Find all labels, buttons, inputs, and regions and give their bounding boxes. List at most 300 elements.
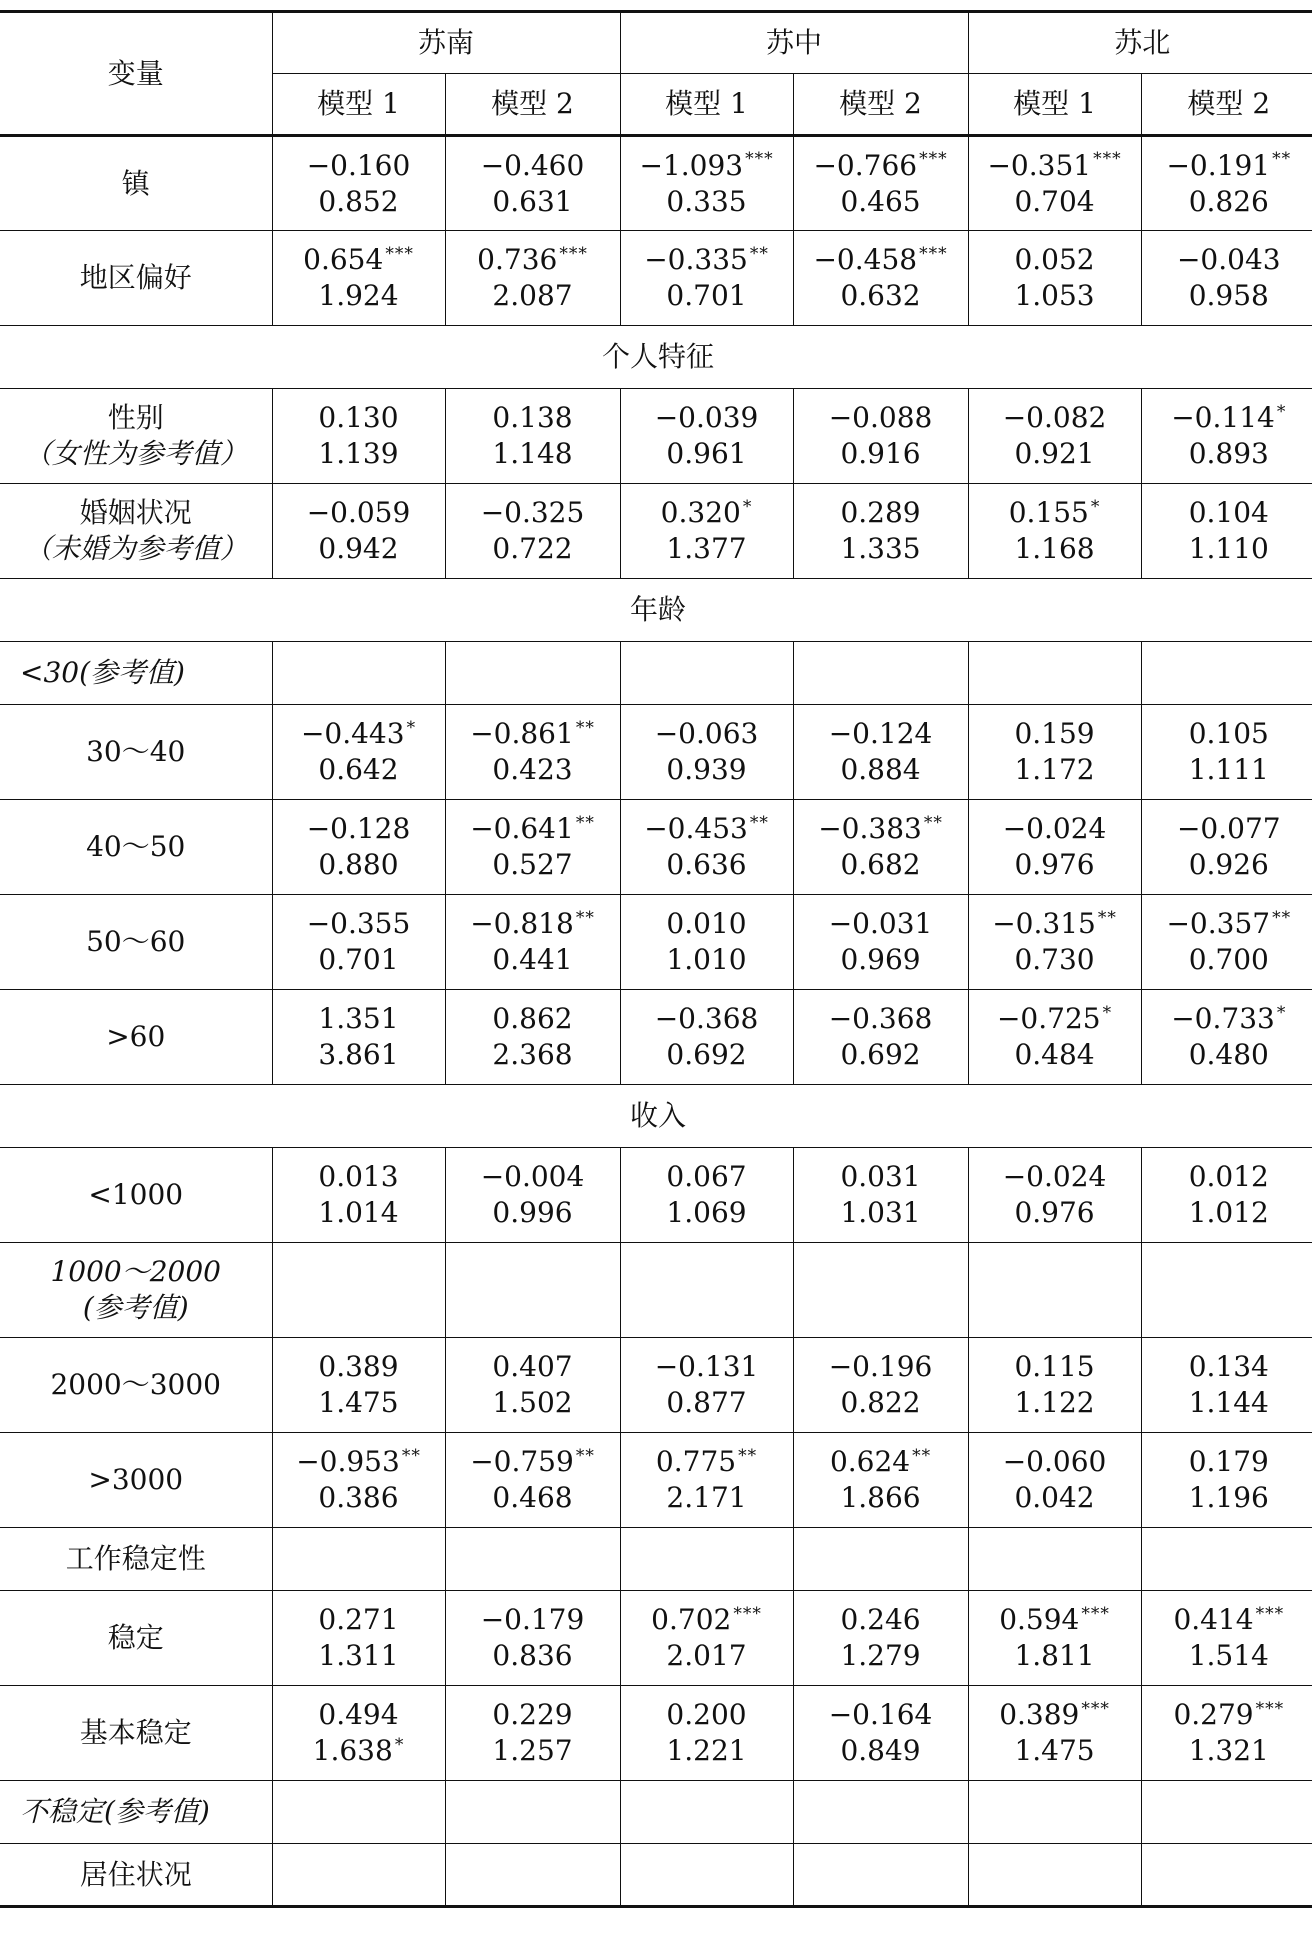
empty-cell <box>793 642 968 705</box>
odds-ratio-value: 0.849 <box>840 1734 921 1767</box>
coefficient-value: −0.124 <box>828 717 933 750</box>
value-cell <box>272 389 445 484</box>
significance-marker: ** <box>1272 149 1292 170</box>
odds-ratio-value: 0.852 <box>318 184 399 218</box>
coefficient-value: −0.453 <box>644 812 748 845</box>
table-row <box>0 895 1312 990</box>
odds-ratio-value: 0.836 <box>492 1639 573 1672</box>
regression-table <box>0 10 1312 1908</box>
significance-marker: ** <box>1272 907 1292 928</box>
section-label: 个人特征 <box>0 326 1312 389</box>
coefficient-value: −0.060 <box>1002 1445 1107 1478</box>
coefficient-value: 0.105 <box>1188 717 1269 750</box>
coefficient-value: 0.200 <box>666 1698 747 1731</box>
odds-ratio-value: 0.704 <box>1014 184 1095 218</box>
header-region-sunan: 苏南 <box>272 12 620 74</box>
coefficient-value: −0.766 <box>813 148 918 182</box>
coefficient-value: 0.624 <box>829 1445 911 1478</box>
significance-marker: ** <box>575 1445 595 1466</box>
row-label-main: 婚姻状况 <box>79 496 192 529</box>
coefficient-value: −0.953 <box>296 1445 400 1478</box>
value-cell <box>272 990 445 1085</box>
significance-marker: * <box>1090 496 1101 517</box>
coefficient-value: −0.063 <box>654 717 759 750</box>
value-cell <box>620 1591 793 1686</box>
empty-cell <box>272 1528 445 1591</box>
coefficient-value: 0.155 <box>1008 496 1089 529</box>
odds-ratio-value: 0.961 <box>666 437 747 470</box>
value-cell <box>793 1338 968 1433</box>
value-cell <box>793 1686 968 1781</box>
row-label <box>0 389 272 484</box>
value-cell <box>272 705 445 800</box>
odds-ratio-value: 2.087 <box>492 279 573 312</box>
row-label: 居住状况 <box>0 1844 272 1907</box>
value-cell <box>272 1686 445 1781</box>
odds-ratio-value: 1.172 <box>1014 753 1095 786</box>
coefficient-value: −0.383 <box>818 812 922 845</box>
value-cell <box>445 484 620 579</box>
coefficient-value: −0.059 <box>306 496 411 529</box>
coefficient-value: 0.279 <box>1173 1698 1254 1731</box>
odds-ratio-value: 0.335 <box>666 184 747 218</box>
coefficient-value: −0.196 <box>828 1350 933 1383</box>
coefficient-value: 0.134 <box>1188 1350 1269 1383</box>
odds-ratio-value: 1.148 <box>492 437 573 470</box>
coefficient-value: 0.862 <box>492 1002 573 1035</box>
value-cell <box>445 1686 620 1781</box>
row-label-sub: （女性为参考值） <box>23 437 248 470</box>
coefficient-value: 0.320 <box>660 496 741 529</box>
table-row <box>0 1686 1312 1781</box>
odds-ratio-value: 0.976 <box>1014 848 1095 881</box>
row-label-main: 40～50 <box>86 830 186 863</box>
value-cell <box>968 1433 1141 1528</box>
empty-cell <box>620 1528 793 1591</box>
value-cell <box>620 1338 793 1433</box>
section-row <box>0 579 1312 642</box>
odds-ratio-value: 0.636 <box>666 848 747 881</box>
coefficient-value: 0.389 <box>318 1350 399 1383</box>
empty-cell <box>620 1781 793 1844</box>
row-label <box>0 895 272 990</box>
value-cell <box>968 1338 1141 1433</box>
value-cell <box>968 1148 1141 1243</box>
value-cell <box>272 895 445 990</box>
row-label <box>0 1686 272 1781</box>
coefficient-value: −0.355 <box>306 907 411 940</box>
table-row <box>0 389 1312 484</box>
value-cell <box>1141 705 1312 800</box>
row-label-main: 50～60 <box>86 925 186 958</box>
value-cell <box>793 705 968 800</box>
odds-ratio-value: 1.196 <box>1188 1481 1269 1514</box>
coefficient-value: −0.128 <box>306 812 411 845</box>
coefficient-value: 0.159 <box>1014 717 1095 750</box>
value-cell <box>445 1591 620 1686</box>
row-label: <30(参考值) <box>0 642 272 705</box>
empty-cell <box>272 1844 445 1907</box>
odds-ratio-value: 1.514 <box>1188 1639 1269 1672</box>
empty-cell <box>1141 642 1312 705</box>
odds-ratio-value: 1.638 <box>312 1734 393 1767</box>
coefficient-value: −0.179 <box>480 1603 585 1636</box>
odds-ratio-value: 1.502 <box>492 1386 573 1419</box>
row-label <box>0 484 272 579</box>
value-cell <box>272 1591 445 1686</box>
odds-ratio-value: 0.926 <box>1188 848 1269 881</box>
odds-ratio-value: 1.321 <box>1188 1734 1269 1767</box>
odds-ratio-value: 1.168 <box>1014 532 1095 565</box>
row-label <box>0 1148 272 1243</box>
coefficient-value: 0.012 <box>1188 1160 1269 1193</box>
value-cell <box>445 990 620 1085</box>
significance-marker: ** <box>575 717 595 738</box>
coefficient-value: −0.443 <box>300 717 405 750</box>
empty-cell <box>968 642 1141 705</box>
value-cell <box>620 1686 793 1781</box>
empty-cell <box>1141 1781 1312 1844</box>
coefficient-value: 0.654 <box>303 243 384 276</box>
coefficient-value: 1.351 <box>318 1002 399 1035</box>
row-label-main: 稳定 <box>107 1621 164 1654</box>
coefficient-value: 0.130 <box>318 401 399 434</box>
row-label <box>0 1433 272 1528</box>
odds-ratio-value: 0.484 <box>1014 1038 1095 1071</box>
row-label-main: 地区偏好 <box>79 261 192 294</box>
coefficient-value: 0.115 <box>1014 1350 1095 1383</box>
header-row-regions <box>0 12 1312 74</box>
significance-marker: *** <box>1081 1698 1110 1719</box>
value-cell <box>272 800 445 895</box>
odds-ratio-value: 0.632 <box>840 279 921 312</box>
significance-marker: ** <box>401 1445 421 1466</box>
odds-ratio-value: 0.042 <box>1014 1481 1095 1514</box>
significance-marker: *** <box>559 243 588 264</box>
row-label-main: 2000～3000 <box>50 1368 222 1401</box>
odds-ratio-value: 1.475 <box>1014 1734 1095 1767</box>
empty-cell <box>968 1781 1141 1844</box>
odds-ratio-value: 2.017 <box>666 1639 747 1672</box>
odds-ratio-value: 0.730 <box>1014 943 1095 976</box>
row-label-sub: （未婚为参考值） <box>23 532 248 565</box>
odds-ratio-value: 1.069 <box>666 1196 747 1229</box>
header-model: 模型 2 <box>445 74 620 136</box>
value-cell <box>968 990 1141 1085</box>
value-cell <box>968 895 1141 990</box>
table-row <box>0 1433 1312 1528</box>
table-row <box>0 136 1312 231</box>
coefficient-value: −0.458 <box>813 243 918 276</box>
odds-ratio-value: 0.976 <box>1014 1196 1095 1229</box>
odds-ratio-value: 2.171 <box>666 1481 747 1514</box>
odds-ratio-value: 0.969 <box>840 943 921 976</box>
significance-marker: *** <box>1255 1698 1285 1719</box>
value-cell <box>1141 136 1312 231</box>
table-row <box>0 705 1312 800</box>
significance-marker: *** <box>733 1603 762 1624</box>
odds-ratio-value: 0.942 <box>318 532 399 565</box>
value-cell <box>620 389 793 484</box>
empty-cell <box>620 1243 793 1338</box>
table-row <box>0 231 1312 326</box>
odds-ratio-value: 0.527 <box>492 848 573 881</box>
coefficient-value: 0.414 <box>1173 1603 1254 1636</box>
odds-ratio-value: 1.811 <box>1014 1639 1095 1672</box>
row-label <box>0 231 272 326</box>
coefficient-value: 0.702 <box>651 1603 732 1636</box>
section-row <box>0 1085 1312 1148</box>
value-cell <box>793 990 968 1085</box>
coefficient-value: −0.818 <box>470 907 574 940</box>
odds-ratio-value: 0.893 <box>1188 437 1269 470</box>
table-row <box>0 484 1312 579</box>
empty-cell <box>445 1528 620 1591</box>
significance-marker: *** <box>745 149 774 170</box>
empty-cell <box>272 1243 445 1338</box>
coefficient-value: 0.067 <box>666 1160 747 1193</box>
coefficient-value: 0.104 <box>1188 496 1269 529</box>
odds-ratio-value: 3.861 <box>318 1038 399 1071</box>
row-label: 工作稳定性 <box>0 1528 272 1591</box>
reference-row <box>0 1243 1312 1338</box>
odds-ratio-value: 0.884 <box>840 753 921 786</box>
value-cell <box>793 231 968 326</box>
empty-cell <box>793 1528 968 1591</box>
empty-cell <box>968 1844 1141 1907</box>
header-region-suzhong: 苏中 <box>620 12 968 74</box>
odds-ratio-value: 1.122 <box>1014 1386 1095 1419</box>
header-model: 模型 2 <box>1141 74 1312 136</box>
value-cell <box>272 136 445 231</box>
header-variable: 变量 <box>0 12 272 136</box>
header-region-subei: 苏北 <box>968 12 1312 74</box>
value-cell <box>1141 1148 1312 1243</box>
table-row <box>0 1338 1312 1433</box>
coefficient-value: 0.052 <box>1014 243 1095 276</box>
coefficient-value: 0.407 <box>492 1350 573 1383</box>
value-cell <box>620 484 793 579</box>
value-cell <box>620 895 793 990</box>
value-cell <box>793 1148 968 1243</box>
significance-marker: ** <box>749 243 769 264</box>
row-label <box>0 705 272 800</box>
odds-ratio-value: 0.468 <box>492 1481 573 1514</box>
table-row <box>0 800 1312 895</box>
value-cell <box>968 231 1141 326</box>
odds-ratio-value: 1.377 <box>666 532 747 565</box>
empty-cell <box>1141 1528 1312 1591</box>
value-cell <box>445 1433 620 1528</box>
row-label-main: 基本稳定 <box>79 1716 192 1749</box>
coefficient-value: −0.114 <box>1171 401 1275 434</box>
odds-ratio-value: 1.924 <box>318 279 399 312</box>
odds-ratio-value: 0.880 <box>318 848 399 881</box>
header-model: 模型 1 <box>620 74 793 136</box>
coefficient-value: 0.246 <box>840 1603 921 1636</box>
empty-cell <box>968 1528 1141 1591</box>
odds-ratio-value: 1.144 <box>1188 1386 1269 1419</box>
coefficient-value: −0.759 <box>470 1445 574 1478</box>
odds-ratio-value: 0.692 <box>840 1038 921 1071</box>
odds-ratio-value: 0.631 <box>492 184 573 218</box>
significance-marker: *** <box>919 243 948 264</box>
odds-ratio-value: 0.826 <box>1188 184 1269 218</box>
coefficient-value: −0.082 <box>1002 401 1107 434</box>
value-cell <box>793 1433 968 1528</box>
coefficient-value: 0.736 <box>477 243 558 276</box>
value-cell <box>620 231 793 326</box>
odds-ratio-value: 1.139 <box>318 437 399 470</box>
empty-cell <box>445 1844 620 1907</box>
coefficient-value: −0.131 <box>654 1350 759 1383</box>
odds-ratio-value: 0.877 <box>666 1386 747 1419</box>
significance-marker: *** <box>919 149 948 170</box>
coefficient-value: 0.010 <box>666 907 747 940</box>
value-cell <box>1141 800 1312 895</box>
header-model: 模型 2 <box>793 74 968 136</box>
value-cell <box>272 231 445 326</box>
row-label-main: 性别 <box>107 401 164 434</box>
value-cell <box>793 389 968 484</box>
value-cell <box>445 800 620 895</box>
coefficient-value: −0.039 <box>654 401 759 434</box>
coefficient-value: −0.733 <box>1171 1002 1275 1035</box>
significance-marker: * <box>406 717 417 738</box>
row-label <box>0 1338 272 1433</box>
odds-ratio-value: 2.368 <box>492 1038 573 1071</box>
coefficient-value: −0.357 <box>1166 907 1271 940</box>
empty-cell <box>620 1844 793 1907</box>
coefficient-value: −0.004 <box>480 1160 585 1193</box>
significance-marker: *** <box>1081 1603 1110 1624</box>
significance-marker: * <box>742 496 753 517</box>
coefficient-value: 0.229 <box>492 1698 573 1731</box>
row-label <box>0 990 272 1085</box>
table-body <box>0 136 1312 1907</box>
significance-marker: *** <box>385 243 414 264</box>
significance-marker: ** <box>912 1445 932 1466</box>
empty-cell <box>793 1844 968 1907</box>
coefficient-value: −0.351 <box>987 148 1092 182</box>
odds-ratio-value: 0.700 <box>1188 943 1269 976</box>
significance-marker: ** <box>923 812 943 833</box>
value-cell <box>793 1591 968 1686</box>
odds-ratio-value: 1.031 <box>840 1196 921 1229</box>
odds-ratio-value: 0.701 <box>318 943 399 976</box>
coefficient-value: −0.031 <box>828 907 933 940</box>
significance-marker: *** <box>1093 149 1122 170</box>
value-cell <box>445 705 620 800</box>
row-label <box>0 800 272 895</box>
coefficient-value: 0.138 <box>492 401 573 434</box>
row-label-main: 1000～2000 <box>50 1255 222 1288</box>
odds-ratio-value: 0.916 <box>840 437 921 470</box>
table-row <box>0 990 1312 1085</box>
empty-cell <box>272 642 445 705</box>
coefficient-value: −0.641 <box>470 812 574 845</box>
odds-ratio-value: 0.996 <box>492 1196 573 1229</box>
significance-marker: ** <box>575 812 595 833</box>
row-label <box>0 136 272 231</box>
odds-ratio-value: 0.480 <box>1188 1038 1269 1071</box>
significance-marker: * <box>1102 1002 1113 1023</box>
odds-ratio-value: 1.111 <box>1188 753 1269 786</box>
value-cell <box>272 484 445 579</box>
value-cell <box>445 389 620 484</box>
coefficient-value: 0.031 <box>840 1160 921 1193</box>
table-row <box>0 1148 1312 1243</box>
significance-marker: * <box>394 1734 405 1755</box>
odds-ratio-value: 0.722 <box>492 532 573 565</box>
odds-ratio-value: 1.110 <box>1188 532 1269 565</box>
value-cell <box>272 1338 445 1433</box>
row-label-main: >60 <box>106 1020 166 1053</box>
table-header <box>0 12 1312 136</box>
table-row <box>0 1591 1312 1686</box>
odds-ratio-value: 0.465 <box>840 184 921 218</box>
odds-ratio-value: 1.866 <box>840 1481 921 1514</box>
significance-marker: ** <box>749 812 769 833</box>
section-row <box>0 326 1312 389</box>
coefficient-value: 0.389 <box>999 1698 1080 1731</box>
coefficient-value: 0.775 <box>655 1445 737 1478</box>
significance-marker: * <box>1276 1002 1287 1023</box>
value-cell <box>1141 1433 1312 1528</box>
coefficient-value: −0.077 <box>1176 812 1281 845</box>
empty-cell <box>1141 1243 1312 1338</box>
value-cell <box>968 1686 1141 1781</box>
value-cell <box>445 1148 620 1243</box>
value-cell <box>445 136 620 231</box>
coefficient-value: 0.271 <box>318 1603 399 1636</box>
empty-cell <box>793 1781 968 1844</box>
empty-cell <box>272 1781 445 1844</box>
coefficient-value: −0.315 <box>992 907 1096 940</box>
coefficient-value: −0.191 <box>1166 148 1271 182</box>
value-cell <box>968 389 1141 484</box>
empty-cell <box>1141 1844 1312 1907</box>
odds-ratio-value: 0.701 <box>666 279 747 312</box>
odds-ratio-value: 0.386 <box>318 1481 399 1514</box>
value-cell <box>968 705 1141 800</box>
significance-marker: *** <box>1255 1603 1285 1624</box>
value-cell <box>968 484 1141 579</box>
value-cell <box>1141 990 1312 1085</box>
odds-ratio-value: 1.014 <box>318 1196 399 1229</box>
value-cell <box>620 136 793 231</box>
row-label-main: 镇 <box>121 166 150 200</box>
odds-ratio-value: 1.475 <box>318 1386 399 1419</box>
value-cell <box>793 800 968 895</box>
value-cell <box>968 1591 1141 1686</box>
coefficient-value: −0.335 <box>644 243 748 276</box>
row-label-sub: (参考值) <box>82 1291 189 1324</box>
empty-cell <box>620 642 793 705</box>
value-cell <box>620 705 793 800</box>
empty-cell <box>793 1243 968 1338</box>
value-cell <box>1141 1686 1312 1781</box>
coefficient-value: −0.164 <box>828 1698 933 1731</box>
section-label: 年龄 <box>0 579 1312 642</box>
reference-row <box>0 642 1312 705</box>
value-cell <box>272 1433 445 1528</box>
value-cell <box>620 990 793 1085</box>
coefficient-value: −0.368 <box>654 1002 759 1035</box>
empty-cell <box>445 642 620 705</box>
reference-row <box>0 1844 1312 1907</box>
coefficient-value: −0.024 <box>1002 1160 1107 1193</box>
